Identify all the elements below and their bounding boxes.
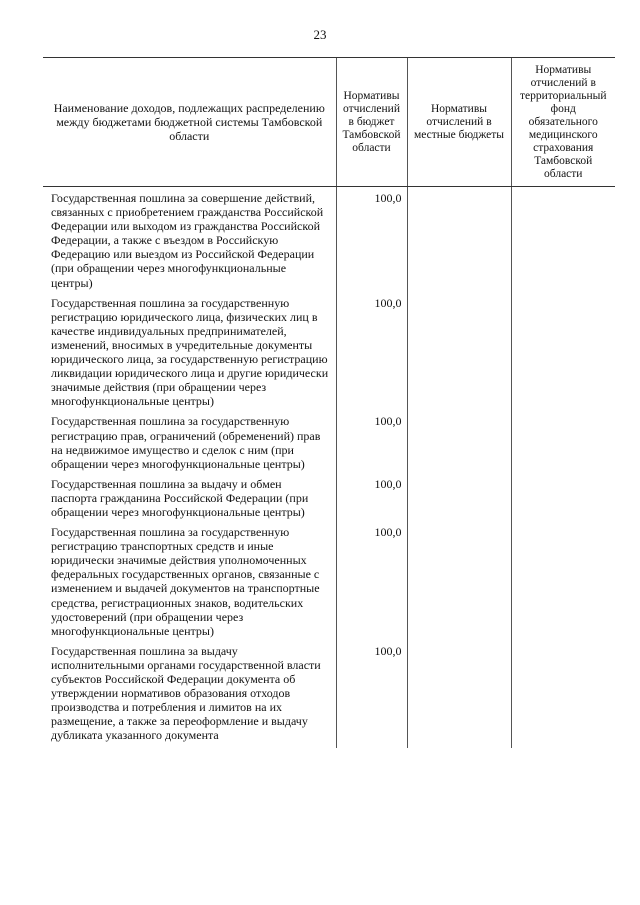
page-number: 23 (313, 27, 327, 42)
local-norm-cell (407, 296, 511, 415)
header-regional-budget: Нормативы отчислений в бюджет Тамбовской области (336, 58, 407, 187)
table-row (43, 296, 615, 415)
local-norm-cell (407, 414, 511, 476)
revenue-name-cell: Государственная пошлина за государственную регистрацию транспортных средств и иные юридически значимые действия уполномоченных федеральных государственных органов, связанные с изменением и выдачей документов на транспортные средства, регистрационных знаков, водительских удостоверений (при обращении через многофункциональные центры) (51, 525, 320, 638)
revenue-name-cell: Государственная пошлина за выдачу исполнительными органами государственной власти субъектов Российской Федерации документа об утверждении нормативов образования отходов производства и потребления и лимитов на их размещение, а также за переоформление и выдачу дубликата указанного документа (51, 643, 321, 743)
table-row (43, 414, 615, 476)
fund-norm-cell (511, 414, 615, 476)
revenue-name-cell: Государственная пошлина за совершение действий, связанных с приобретением гражданства Российской Федерации или выходом из гражданства Российской Федерации, а также с въездом в Российскую Федерацию или выездом из Российской Федерации (при обращении через многофункциональные центры) (51, 191, 324, 290)
table-row (43, 187, 615, 296)
fund-norm-cell (511, 296, 615, 415)
regional-norm-cell: 100,0 (336, 477, 407, 525)
table-row (43, 525, 615, 644)
regional-norm-cell: 100,0 (336, 187, 407, 296)
revenue-name-cell: Государственная пошлина за государственную регистрацию юридического лица, физических лиц в качестве индивидуальных предпринимателей, изменений, вносимых в учредительные документы юридического лица, за государственную регистрацию ликвидации юридического лица и другие юридически значимые действия (при обращении через многофункциональные центры) (51, 295, 329, 409)
fund-norm-cell (511, 477, 615, 525)
header-medical-insurance-fund: Нормативы отчислений в территориальный фонд обязательного медицинского страхования Тамбовской области (511, 58, 615, 187)
local-norm-cell (407, 644, 511, 749)
regional-norm-cell: 100,0 (336, 296, 407, 415)
header-local-budgets: Нормативы отчислений в местные бюджеты (407, 58, 511, 187)
regional-norm-cell: 100,0 (336, 525, 407, 644)
revenue-name-cell: Государственная пошлина за выдачу и обмен паспорта гражданина Российской Федерации (при обращении через многофункциональные центры) (51, 476, 309, 519)
table-row (43, 477, 615, 525)
table-row (43, 644, 615, 749)
table-header-row (43, 58, 615, 187)
header-revenue-name: Наименование доходов, подлежащих распределению между бюджетами бюджетной системы Тамбовской области (43, 58, 336, 187)
local-norm-cell (407, 187, 511, 296)
revenue-norms-table (43, 57, 615, 748)
fund-norm-cell (511, 187, 615, 296)
fund-norm-cell (511, 644, 615, 749)
local-norm-cell (407, 525, 511, 644)
regional-norm-cell: 100,0 (336, 644, 407, 749)
regional-norm-cell: 100,0 (336, 414, 407, 476)
fund-norm-cell (511, 525, 615, 644)
revenue-name-cell: Государственная пошлина за государственную регистрацию прав, ограничений (обременений) прав на недвижимое имущество и сделок с ним (при обращении через многофункциональные центры) (51, 414, 321, 471)
local-norm-cell (407, 477, 511, 525)
